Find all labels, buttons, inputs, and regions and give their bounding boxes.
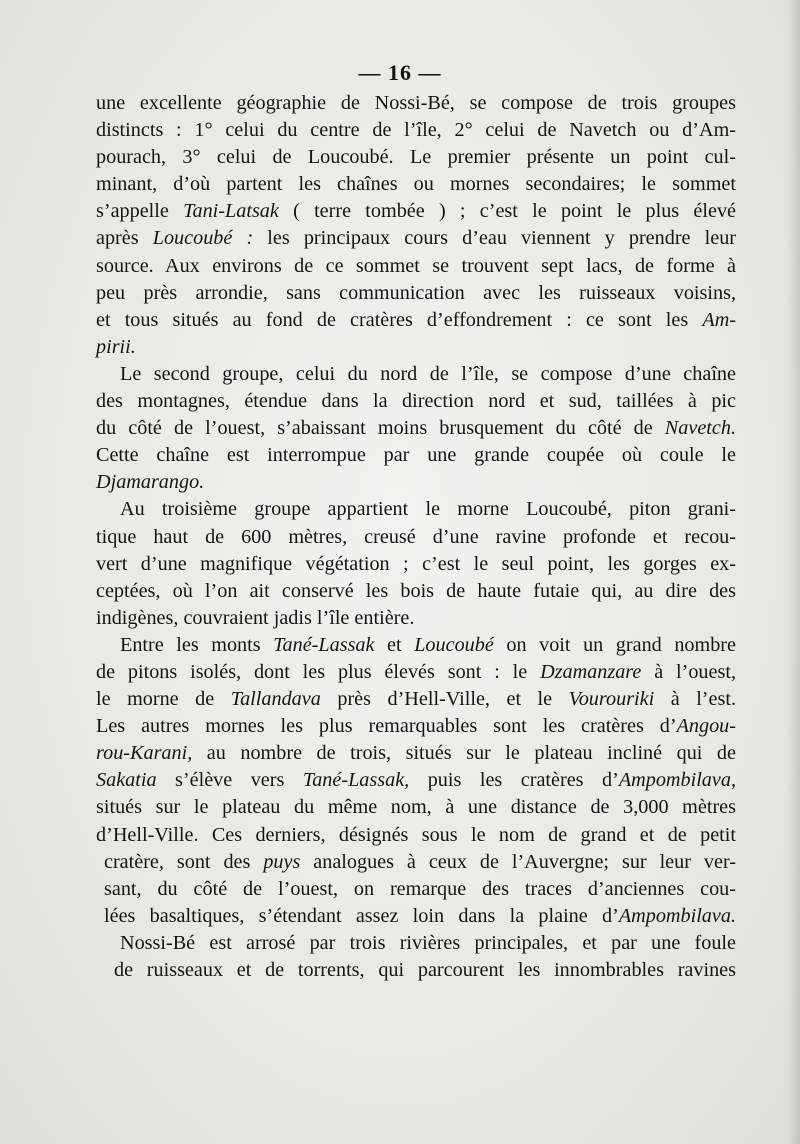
text-line	[96, 876, 736, 903]
text-run: on voit un grand nombre	[493, 633, 736, 656]
text-run: minant, d’où partent les chaînes ou mornes secondaires; le sommet	[96, 173, 736, 196]
text-run: lées basaltiques, s’étendant assez loin dans la plaine d’	[104, 904, 619, 927]
text-run: vert d’une magnifique végétation ; c’est le seul point, les gorges ex-	[96, 552, 736, 575]
text-run: Nossi-Bé est arrosé par trois rivières principales, et par une foule	[120, 931, 736, 954]
text-run: après	[96, 227, 153, 250]
text-line	[96, 578, 736, 605]
text-line	[96, 822, 736, 849]
text-line	[96, 496, 736, 523]
text-run: s’appelle	[96, 200, 184, 223]
text-line	[96, 930, 736, 957]
italic-term: pirii.	[96, 335, 136, 358]
text-line	[96, 713, 736, 740]
text-run: de ruisseaux et de torrents, qui parcourent les innombrables ravines	[114, 959, 736, 981]
text-line	[96, 794, 736, 821]
text-line	[96, 225, 736, 252]
italic-term: Ampombilava,	[618, 769, 736, 792]
italic-term: Tané-Lassak,	[302, 769, 410, 792]
italic-term: Loucoubé :	[152, 227, 254, 250]
text-line	[96, 767, 736, 794]
text-line	[96, 849, 736, 876]
italic-term: Angou-	[676, 715, 736, 738]
italic-term: Am-	[702, 308, 736, 331]
text-line	[96, 632, 736, 659]
italic-term: Vourouriki	[568, 688, 655, 711]
text-run: le morne de	[96, 688, 231, 711]
text-line	[96, 90, 736, 117]
text-run: distincts : 1° celui du centre de l’île, 2° celui de Navetch ou d’Am-	[96, 119, 736, 142]
italic-term: Ampombilava.	[618, 904, 736, 927]
text-line	[96, 171, 736, 198]
text-run: peu près arrondie, sans communication avec les ruisseaux voisins,	[96, 281, 736, 304]
text-run: indigènes, couvraient jadis l’île entière.	[96, 606, 415, 629]
text-line	[96, 307, 736, 334]
text-line	[96, 253, 736, 280]
text-run: pourach, 3° celui de Loucoubé. Le premier présente un point cul-	[96, 146, 736, 169]
text-run: puis les cratères d’	[409, 769, 619, 792]
text-line	[96, 903, 736, 930]
italic-term: Tallandava	[230, 688, 321, 711]
text-line	[96, 524, 736, 551]
page-edge-shadow	[786, 0, 800, 1144]
text-line	[96, 280, 736, 307]
text-run: et tous situés au fond de cratères d’effondrement : ce sont les	[96, 308, 703, 331]
italic-term: Tané-Lassak	[273, 633, 375, 656]
text-line	[96, 686, 736, 713]
text-line	[96, 605, 736, 632]
text-run: Le second groupe, celui du nord de l’île, se compose d’une chaîne	[120, 362, 736, 385]
italic-term: Djamarango.	[96, 471, 205, 494]
text-run: ( terre tombée ) ; c’est le point le plus élevé	[278, 200, 736, 223]
italic-term: Tani-Latsak	[183, 200, 279, 223]
italic-term: Sakatia	[96, 769, 157, 792]
text-run: des montagnes, étendue dans la direction nord et sud, taillées à pic	[96, 390, 736, 413]
text-run: à l’est.	[654, 688, 737, 711]
text-run: situés sur le plateau du même nom, à une distance de 3,000 mètres	[96, 796, 736, 819]
text-run: et	[374, 633, 415, 656]
italic-term: puys	[263, 850, 301, 873]
text-line	[96, 469, 736, 496]
italic-term: Dzamanzare	[540, 660, 642, 683]
text-line	[96, 957, 736, 984]
text-run: au nombre de trois, situés sur le plateau incliné qui de	[192, 742, 736, 765]
text-run: à l’ouest,	[641, 660, 737, 683]
text-run: analogues à ceux de l’Auvergne; sur leur ver-	[300, 850, 736, 873]
text-line	[96, 334, 736, 361]
text-run: de pitons isolés, dont les plus élevés sont : le	[96, 660, 541, 683]
text-line	[96, 659, 736, 686]
text-run: s’élève vers	[156, 769, 303, 792]
text-run: d’Hell-Ville. Ces derniers, désignés sous le nom de grand et de petit	[96, 823, 736, 846]
text-line	[96, 740, 736, 767]
text-run: du côté de l’ouest, s’abaissant moins brusquement du côté de	[96, 417, 665, 440]
text-run: une excellente géographie de Nossi-Bé, se compose de trois groupes	[96, 92, 736, 114]
text-run: cratère, sont des	[104, 850, 264, 873]
italic-term: rou-Karani,	[96, 742, 193, 765]
text-run: Au troisième groupe appartient le morne Loucoubé, piton grani-	[120, 498, 736, 521]
text-line	[96, 415, 736, 442]
text-run: sant, du côté de l’ouest, on remarque des traces d’anciennes cou-	[104, 877, 736, 900]
text-run: Cette chaîne est interrompue par une grande coupée où coule le	[96, 444, 736, 467]
text-line	[96, 198, 736, 225]
text-run: tique haut de 600 mètres, creusé d’une ravine profonde et recou-	[96, 525, 736, 548]
body-text	[96, 90, 736, 984]
text-run: les principaux cours d’eau viennent y prendre leur	[253, 227, 737, 250]
italic-term: Navetch.	[664, 417, 736, 440]
text-line	[96, 551, 736, 578]
page-number: — 16 —	[358, 60, 442, 85]
text-line	[96, 117, 736, 144]
text-line	[96, 442, 736, 469]
text-line	[96, 388, 736, 415]
text-run: Entre les monts	[120, 633, 274, 656]
text-line	[96, 144, 736, 171]
text-run: source. Aux environs de ce sommet se trouvent sept lacs, de forme à	[96, 254, 736, 277]
italic-term: Loucoubé	[414, 633, 494, 656]
text-run: près d’Hell-Ville, et le	[320, 688, 569, 711]
text-line	[96, 361, 736, 388]
text-run: Les autres mornes les plus remarquables sont les cratères d’	[96, 715, 677, 738]
text-run: ceptées, où l’on ait conservé les bois de haute futaie qui, au dire des	[96, 579, 736, 602]
